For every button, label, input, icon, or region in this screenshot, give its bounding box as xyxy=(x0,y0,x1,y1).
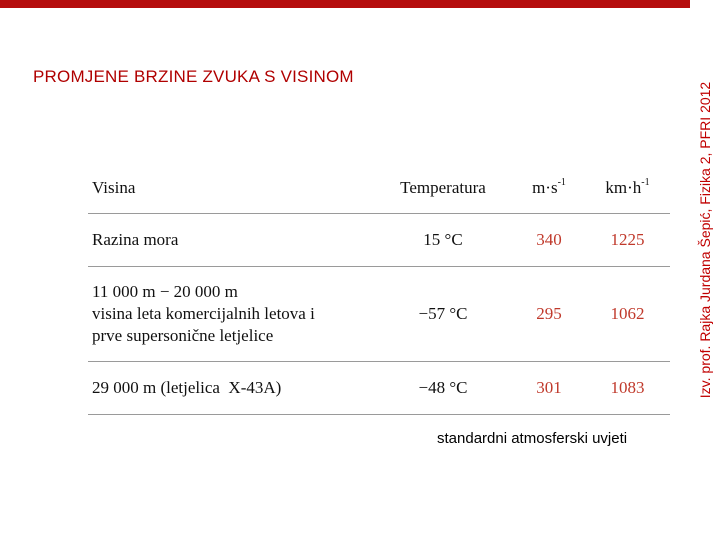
cell-temperatura: −48 °C xyxy=(373,362,513,415)
cell-km-per-h: 1083 xyxy=(585,362,670,415)
header-m-per-s xyxy=(513,163,585,214)
header-visina: Visina xyxy=(88,163,373,214)
header-temperatura: Temperatura xyxy=(373,163,513,214)
cell-visina-line3: prve supersonične letjelice xyxy=(92,326,274,345)
author-credit: Izv. prof. Rajka Jurdana Šepić, Fizika 2, PFRI 2012 xyxy=(697,81,713,399)
table-row xyxy=(88,214,670,267)
header-m-per-s-exponent: -1 xyxy=(557,177,566,189)
cell-temperatura: −57 °C xyxy=(373,267,513,362)
header-km-per-h-exponent: -1 xyxy=(641,177,650,189)
cell-m-per-s: 295 xyxy=(513,267,585,362)
header-km-per-h-base: km·h xyxy=(605,178,642,197)
speed-of-sound-table xyxy=(88,163,670,415)
slide-title: PROMJENE BRZINE ZVUKA S VISINOM xyxy=(33,67,354,86)
footnote: standardni atmosferski uvjeti xyxy=(437,430,628,447)
header-km-per-h xyxy=(585,163,670,214)
cell-visina-line2: visina leta komercijalnih letova i xyxy=(92,304,315,323)
cell-km-per-h: 1225 xyxy=(585,214,670,267)
cell-visina-line1: Razina mora xyxy=(92,230,179,249)
cell-visina xyxy=(88,362,373,415)
cell-km-per-h: 1062 xyxy=(585,267,670,362)
cell-m-per-s: 301 xyxy=(513,362,585,415)
cell-visina-line1: 11 000 m − 20 000 m xyxy=(92,282,238,301)
top-accent-bar xyxy=(0,0,690,8)
cell-visina-line1: 29 000 m (letjelica X-43A) xyxy=(92,378,282,397)
cell-visina xyxy=(88,214,373,267)
cell-m-per-s: 340 xyxy=(513,214,585,267)
table-row xyxy=(88,362,670,415)
cell-temperatura: 15 °C xyxy=(373,214,513,267)
table-row xyxy=(88,267,670,362)
header-m-per-s-base: m·s xyxy=(532,178,558,197)
cell-visina xyxy=(88,267,373,362)
table-header-row xyxy=(88,163,670,214)
